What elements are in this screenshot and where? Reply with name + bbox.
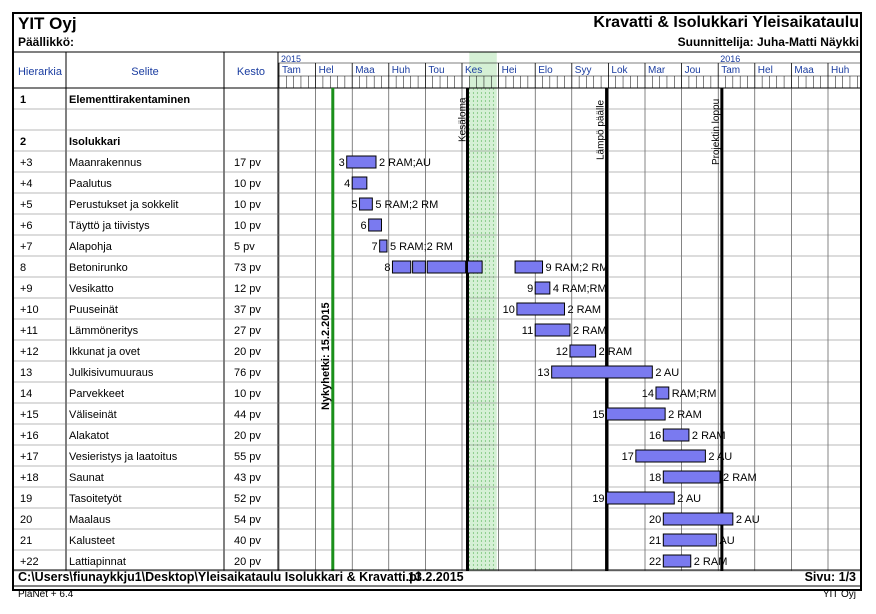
task-bar — [369, 219, 382, 231]
row-duration: 20 pv — [234, 346, 261, 358]
task-bar — [663, 471, 720, 483]
task-bar-id-label: 3 — [338, 157, 345, 169]
task-bar — [413, 261, 426, 273]
task-bar — [663, 534, 716, 546]
row-description: Väliseinät — [69, 409, 117, 421]
row-duration: 43 pv — [234, 472, 261, 484]
task-bar — [380, 240, 387, 252]
task-bar-id-label: 20 — [649, 514, 662, 526]
footer-page: Sivu: 1/3 — [804, 570, 856, 584]
row-duration: 10 pv — [234, 220, 261, 232]
month-label: Tam — [721, 65, 741, 76]
month-label: Syy — [574, 65, 592, 76]
row-hierarchy: 19 — [20, 493, 33, 505]
holiday-marker-label: Kesäloma — [457, 97, 469, 142]
column-header-hierarchy: Hierarkia — [17, 66, 63, 78]
row-description: Alakatot — [69, 430, 109, 442]
task-bar — [663, 429, 689, 441]
task-bar-resource-label: 2 RAM — [567, 304, 602, 316]
task-bar — [607, 492, 675, 504]
row-hierarchy: 8 — [20, 262, 27, 274]
footer-company: YIT Oyj — [822, 589, 856, 600]
month-label: Maa — [794, 65, 814, 76]
company-name: YIT Oyj — [18, 14, 77, 33]
task-bar-resource-label: 2 RAM — [691, 430, 726, 442]
row-description: Täyttö ja tiivistys — [69, 220, 150, 232]
row-duration: 20 pv — [234, 430, 261, 442]
footer-software: PlaNet + 6.4 — [18, 589, 74, 600]
row-duration: 10 pv — [234, 178, 261, 190]
task-bar-id-label: 4 — [344, 178, 351, 190]
task-bar — [663, 555, 690, 567]
row-hierarchy: +17 — [20, 451, 39, 463]
row-description: Julkisivumuuraus — [69, 367, 154, 379]
task-bar-resource-label: 5 RAM;2 RM — [389, 241, 453, 253]
row-description: Tasoitetyöt — [69, 493, 122, 505]
row-description: Perustukset ja sokkelit — [69, 199, 179, 211]
task-bar-resource-label: 2 AU — [708, 451, 733, 463]
row-description: Parvekkeet — [69, 388, 125, 400]
row-description: Maanrakennus — [69, 157, 142, 169]
now-marker-label: Nykyhetki: 15.2.2015 — [319, 302, 332, 410]
row-hierarchy: +15 — [20, 409, 39, 421]
task-bar-id-label: 19 — [592, 493, 605, 505]
row-hierarchy: 2 — [20, 136, 27, 148]
month-label: Elo — [538, 65, 553, 76]
task-bar-resource-label: 2 RAM — [572, 325, 607, 337]
task-bar-id-label: 10 — [502, 304, 515, 316]
task-bar-id-label: 8 — [384, 262, 391, 274]
task-bar-id-label: 18 — [649, 472, 662, 484]
row-duration: 17 pv — [234, 157, 261, 169]
row-description: Paalutus — [69, 178, 112, 190]
task-bar-resource-label: 2 RAM — [668, 409, 702, 421]
row-hierarchy: +3 — [20, 157, 33, 169]
year-label: 2016 — [720, 54, 741, 64]
row-duration: 54 pv — [234, 514, 261, 526]
row-hierarchy: +11 — [20, 325, 38, 337]
row-hierarchy: +6 — [20, 220, 33, 232]
task-bar-resource-label: 2 RAM;AU — [378, 157, 431, 169]
row-hierarchy: +12 — [20, 346, 39, 358]
task-bar-id-label: 22 — [649, 556, 662, 568]
designer-label: Suunnittelija: Juha-Matti Näykki — [677, 35, 859, 49]
task-bar-id-label: 6 — [360, 220, 367, 232]
row-hierarchy: +10 — [20, 304, 39, 316]
task-bar-id-label: 11 — [521, 325, 534, 337]
month-label: Hel — [318, 65, 334, 76]
task-bar-resource-label: 2 RAM — [723, 472, 757, 484]
manager-label: Päällikkö: — [18, 35, 75, 49]
row-hierarchy: +18 — [20, 472, 39, 484]
task-bar-resource-label: 9 RAM;2 RM — [545, 262, 609, 274]
row-hierarchy: +7 — [20, 241, 33, 253]
task-bar-id-label: 16 — [649, 430, 662, 442]
task-bar-id-label: 12 — [555, 346, 568, 358]
row-duration: 40 pv — [234, 535, 261, 547]
task-bar-resource-label: 2 AU — [677, 493, 702, 505]
row-description: Vesieristys ja laatoitus — [69, 451, 178, 463]
task-bar — [392, 261, 410, 273]
task-bar — [360, 198, 373, 210]
task-bar — [352, 177, 367, 189]
month-label: Jou — [684, 65, 701, 76]
row-hierarchy: +22 — [20, 556, 39, 568]
task-bar — [467, 261, 482, 273]
task-bar — [552, 366, 653, 378]
task-bar-resource-label: 5 RAM;2 RM — [375, 199, 439, 211]
row-duration: 5 pv — [234, 241, 255, 253]
task-bar — [656, 387, 669, 399]
row-description: Ikkunat ja ovet — [69, 346, 140, 358]
footer-path: C:\Users\fiunaykkju1\Desktop\Yleisaikataulu Isolukkari & Kravatti.pl — [18, 570, 421, 584]
row-duration: 55 pv — [234, 451, 261, 463]
task-bar-id-label: 9 — [527, 283, 534, 295]
row-duration: 76 pv — [234, 367, 261, 379]
row-duration: 20 pv — [234, 556, 261, 568]
task-bar-resource-label: RAM;RM — [671, 388, 717, 400]
task-bar-id-label: 21 — [649, 535, 662, 547]
project-end-marker-label: Projektin loppu — [710, 98, 722, 165]
month-label: Tam — [282, 65, 301, 76]
month-label: Kes — [465, 65, 483, 76]
row-hierarchy: +16 — [20, 430, 39, 442]
month-label: Mar — [648, 65, 666, 76]
task-bar — [607, 408, 666, 420]
row-duration: 73 pv — [234, 262, 261, 274]
row-description: Kalusteet — [69, 535, 115, 547]
row-duration: 37 pv — [234, 304, 261, 316]
task-bar — [570, 345, 596, 357]
row-hierarchy: 20 — [20, 514, 33, 526]
footer-date: 13.2.2015 — [408, 570, 464, 584]
row-duration: 12 pv — [234, 283, 261, 295]
task-bar-resource-label: 2 AU — [735, 514, 760, 526]
month-label: Huh — [831, 65, 850, 76]
column-header-description: Selite — [131, 66, 159, 78]
row-hierarchy: +9 — [20, 283, 33, 295]
task-bar-id-label: 5 — [351, 199, 358, 211]
row-duration: 52 pv — [234, 493, 261, 505]
month-label: Hel — [757, 65, 773, 76]
task-bar — [427, 261, 465, 273]
task-bar-resource-label: AU — [719, 535, 735, 547]
row-description: Lämmöneritys — [69, 325, 139, 337]
row-hierarchy: 14 — [20, 388, 33, 400]
task-bar — [347, 156, 376, 168]
row-duration: 27 pv — [234, 325, 261, 337]
task-bar — [663, 513, 733, 525]
row-description: Maalaus — [69, 514, 111, 526]
schedule-title: Kravatti & Isolukkari Yleisaikataulu — [593, 14, 859, 31]
task-bar-id-label: 15 — [592, 409, 605, 421]
row-description: Lattiapinnat — [69, 556, 126, 568]
row-duration: 44 pv — [234, 409, 261, 421]
task-bar — [535, 282, 550, 294]
month-label: Lok — [611, 65, 628, 76]
row-hierarchy: +5 — [20, 199, 33, 211]
task-bar-resource-label: 2 RAM — [598, 346, 633, 358]
row-hierarchy: 21 — [20, 535, 33, 547]
task-bar-resource-label: 2 RAM — [693, 556, 728, 568]
task-bar — [636, 450, 706, 462]
year-label: 2015 — [281, 54, 302, 64]
row-duration: 10 pv — [234, 199, 261, 211]
task-bar — [515, 261, 542, 273]
row-description: Saunat — [69, 472, 104, 484]
row-hierarchy: 13 — [20, 367, 33, 379]
row-duration: 10 pv — [234, 388, 261, 400]
column-header-duration: Kesto — [236, 66, 266, 78]
task-bar — [535, 324, 570, 336]
task-bar-resource-label: 4 RAM;RM — [552, 283, 607, 295]
heating-marker-label: Lämpö päälle — [595, 99, 607, 160]
task-bar-id-label: 17 — [621, 451, 634, 463]
task-bar-resource-label: 2 AU — [655, 367, 680, 379]
task-bar-id-label: 13 — [537, 367, 550, 379]
month-label: Huh — [391, 65, 411, 76]
task-bar — [517, 303, 565, 315]
row-description: Vesikatto — [69, 283, 114, 295]
row-description: Alapohja — [69, 241, 112, 253]
month-label: Maa — [355, 65, 375, 76]
row-description: Elementtirakentaminen — [69, 94, 191, 106]
month-label: Tou — [428, 65, 445, 76]
row-hierarchy: +4 — [20, 178, 33, 190]
row-description: Betonirunko — [69, 262, 128, 274]
task-bar-id-label: 7 — [371, 241, 378, 253]
task-bar-id-label: 14 — [641, 388, 654, 400]
row-hierarchy: 1 — [20, 94, 27, 106]
month-label: Hei — [501, 65, 517, 76]
row-description: Isolukkari — [69, 136, 121, 148]
row-description: Puuseinät — [69, 304, 118, 316]
